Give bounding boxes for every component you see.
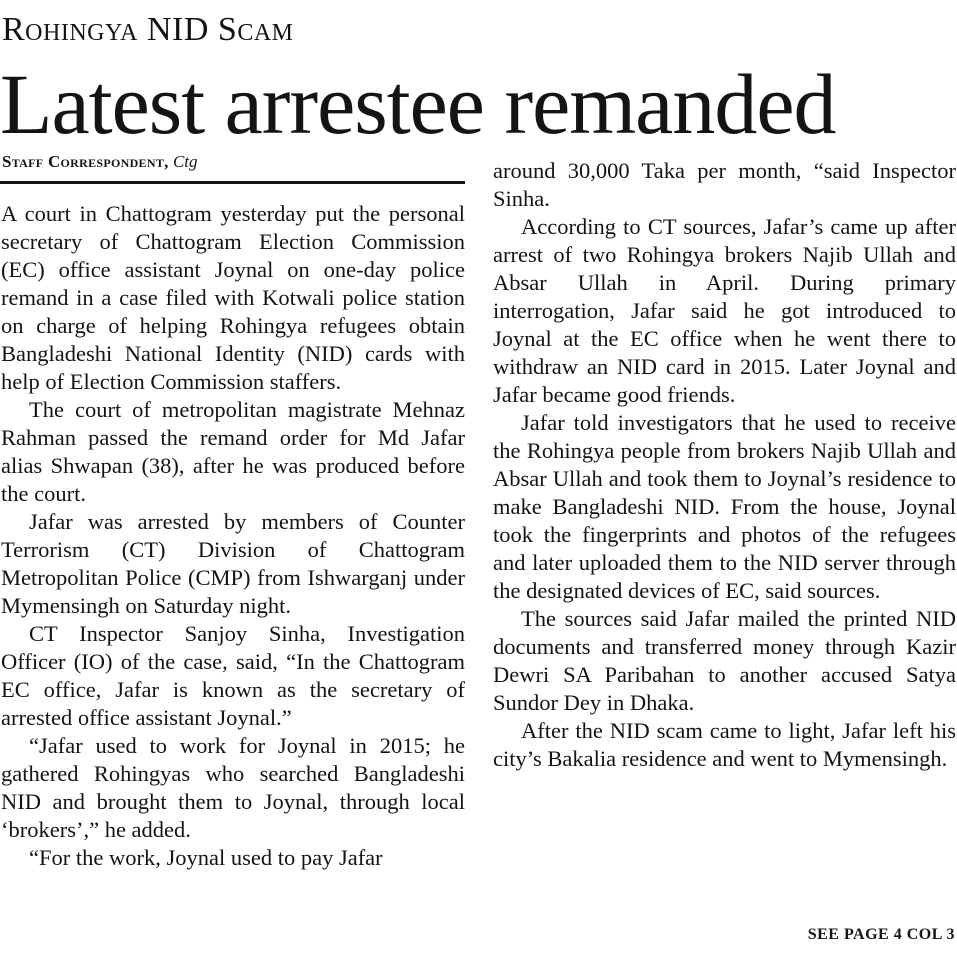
article-column-2 — [493, 157, 956, 773]
paragraph: “Jafar used to work for Joynal in 2015; he gathered Rohingyas who searched Bangladeshi NID and brought them to Joynal, through local ‘brokers’,” he added. — [1, 733, 465, 842]
byline-name: Staff Correspondent, — [2, 152, 169, 171]
paragraph: CT Inspector Sanjoy Sinha, Investigation Officer (IO) of the case, said, “In the Chattogram EC office, Jafar is known as the secretary of arrested office assistant Joynal.” — [1, 621, 465, 730]
article-column-1 — [1, 200, 465, 872]
paragraph: A court in Chattogram yesterday put the personal secretary of Chattogram Election Commission (EC) office assistant Joynal on one-day police remand in a case filed with Kotwali police station on charge of helping Rohingya refugees obtain Bangladeshi National Identity (NID) cards with help of Election Commission staffers. — [1, 201, 465, 394]
paragraph: Jafar was arrested by members of Counter Terrorism (CT) Division of Chattogram Metropolitan Police (CMP) from Ishwarganj under Mymensingh on Saturday night. — [1, 509, 465, 618]
paragraph: The court of metropolitan magistrate Mehnaz Rahman passed the remand order for Md Jafar alias Shwapan (38), after he was produced before the court. — [1, 397, 465, 506]
paragraph: After the NID scam came to light, Jafar left his city’s Bakalia residence and went to Mymensingh. — [493, 718, 956, 771]
byline-place: Ctg — [172, 152, 198, 171]
byline — [2, 150, 198, 174]
paragraph: According to CT sources, Jafar’s came up after arrest of two Rohingya brokers Najib Ullah and Absar Ullah in April. During primary interrogation, Jafar said he got introduced to Joynal at the EC office when he went there to withdraw an NID card in 2015. Later Joynal and Jafar became good friends. — [493, 214, 956, 407]
continuation-note: SEE PAGE 4 COL 3 — [807, 926, 955, 943]
paragraph: Jafar told investigators that he used to receive the Rohingya people from brokers Najib Ullah and Absar Ullah and took them to Joynal’s residence to make Bangladeshi NID. From the house, Joynal took the fingerprints and photos of the refugees and later uploaded them to the NID server through the designated devices of EC, said sources. — [493, 410, 956, 603]
byline-rule — [0, 181, 465, 184]
kicker: Rohingya NID Scam — [2, 11, 294, 48]
paragraph: around 30,000 Taka per month, “said Inspector Sinha. — [493, 158, 956, 211]
headline: Latest arrestee remanded — [0, 56, 836, 152]
paragraph: The sources said Jafar mailed the printed NID documents and transferred money through Kazir Dewri SA Paribahan to another accused Satya Sundor Dey in Dhaka. — [493, 606, 956, 715]
paragraph: “For the work, Joynal used to pay Jafar — [29, 845, 383, 870]
